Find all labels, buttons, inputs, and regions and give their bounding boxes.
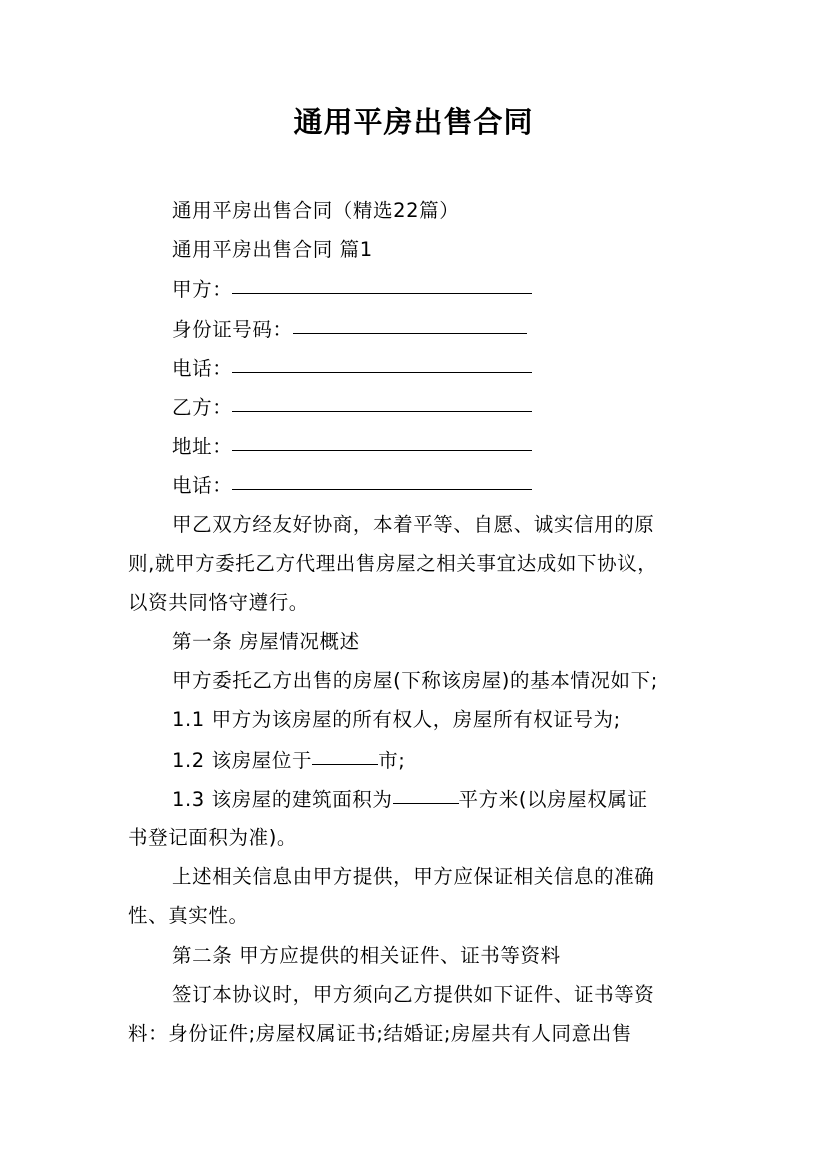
id-number-blank — [293, 307, 527, 334]
article-1-item-2 — [128, 740, 702, 779]
party-b-label: 乙方： — [172, 395, 233, 419]
phone-a-blank — [232, 346, 532, 373]
party-a-field — [128, 269, 702, 308]
address-blank — [232, 424, 532, 451]
address-field — [128, 426, 702, 465]
phone-a-label: 电话： — [172, 356, 233, 380]
subtitle: 通用平房出售合同（精选22篇） — [172, 199, 460, 222]
article-1-item-3 — [128, 779, 702, 818]
address-label: 地址： — [172, 435, 233, 459]
phone-b-field — [128, 465, 702, 504]
party-a-label: 甲方： — [172, 278, 233, 302]
article-1-item-1: 1.1 甲方为该房屋的所有权人，房屋所有权证号为; — [172, 708, 621, 732]
item-2-prefix: 1.2 该房屋位于 — [172, 748, 313, 772]
item-3-suffix: 平方米(以房屋权属证 — [458, 787, 648, 811]
item-2-suffix: 市; — [378, 748, 406, 772]
intro-line-2: 则,就甲方委托乙方代理出售房屋之相关事宜达成如下协议， — [128, 551, 658, 575]
city-blank — [312, 738, 378, 765]
article-1-description: 甲方委托乙方出售的房屋(下称该房屋)的基本情况如下; — [172, 669, 658, 693]
item-3-prefix: 1.3 该房屋的建筑面积为 — [172, 787, 393, 811]
phone-b-blank — [232, 463, 532, 490]
article-2-line-2: 料：身份证件;房屋权属证书;结婚证;房屋共有人同意出售 — [128, 1021, 632, 1045]
area-blank — [393, 777, 459, 804]
article-1-note-line-1: 上述相关信息由甲方提供，甲方应保证相关信息的准确 — [172, 865, 655, 889]
intro-line-3: 以资共同恪守遵行。 — [128, 590, 309, 614]
id-number-field — [128, 309, 702, 348]
article-2-heading: 第二条 甲方应提供的相关证件、证书等资料 — [172, 943, 561, 967]
party-a-blank — [232, 267, 532, 294]
article-1-heading: 第一条 房屋情况概述 — [172, 630, 360, 654]
party-b-field — [128, 387, 702, 426]
document-body — [128, 191, 702, 1053]
article-1-item-3-continued: 书登记面积为准)。 — [128, 826, 298, 849]
phone-b-label: 电话： — [172, 474, 233, 498]
section-heading: 通用平房出售合同 篇1 — [172, 238, 373, 262]
id-number-label: 身份证号码： — [172, 317, 293, 341]
intro-line-1: 甲乙双方经友好协商，本着平等、自愿、诚实信用的原 — [172, 512, 655, 536]
article-2-line-1: 签订本协议时，甲方须向乙方提供如下证件、证书等资 — [172, 982, 655, 1006]
phone-a-field — [128, 348, 702, 387]
document-title: 通用平房出售合同 — [293, 105, 534, 139]
party-b-blank — [232, 385, 532, 412]
article-1-note-line-2: 性、真实性。 — [128, 904, 249, 928]
